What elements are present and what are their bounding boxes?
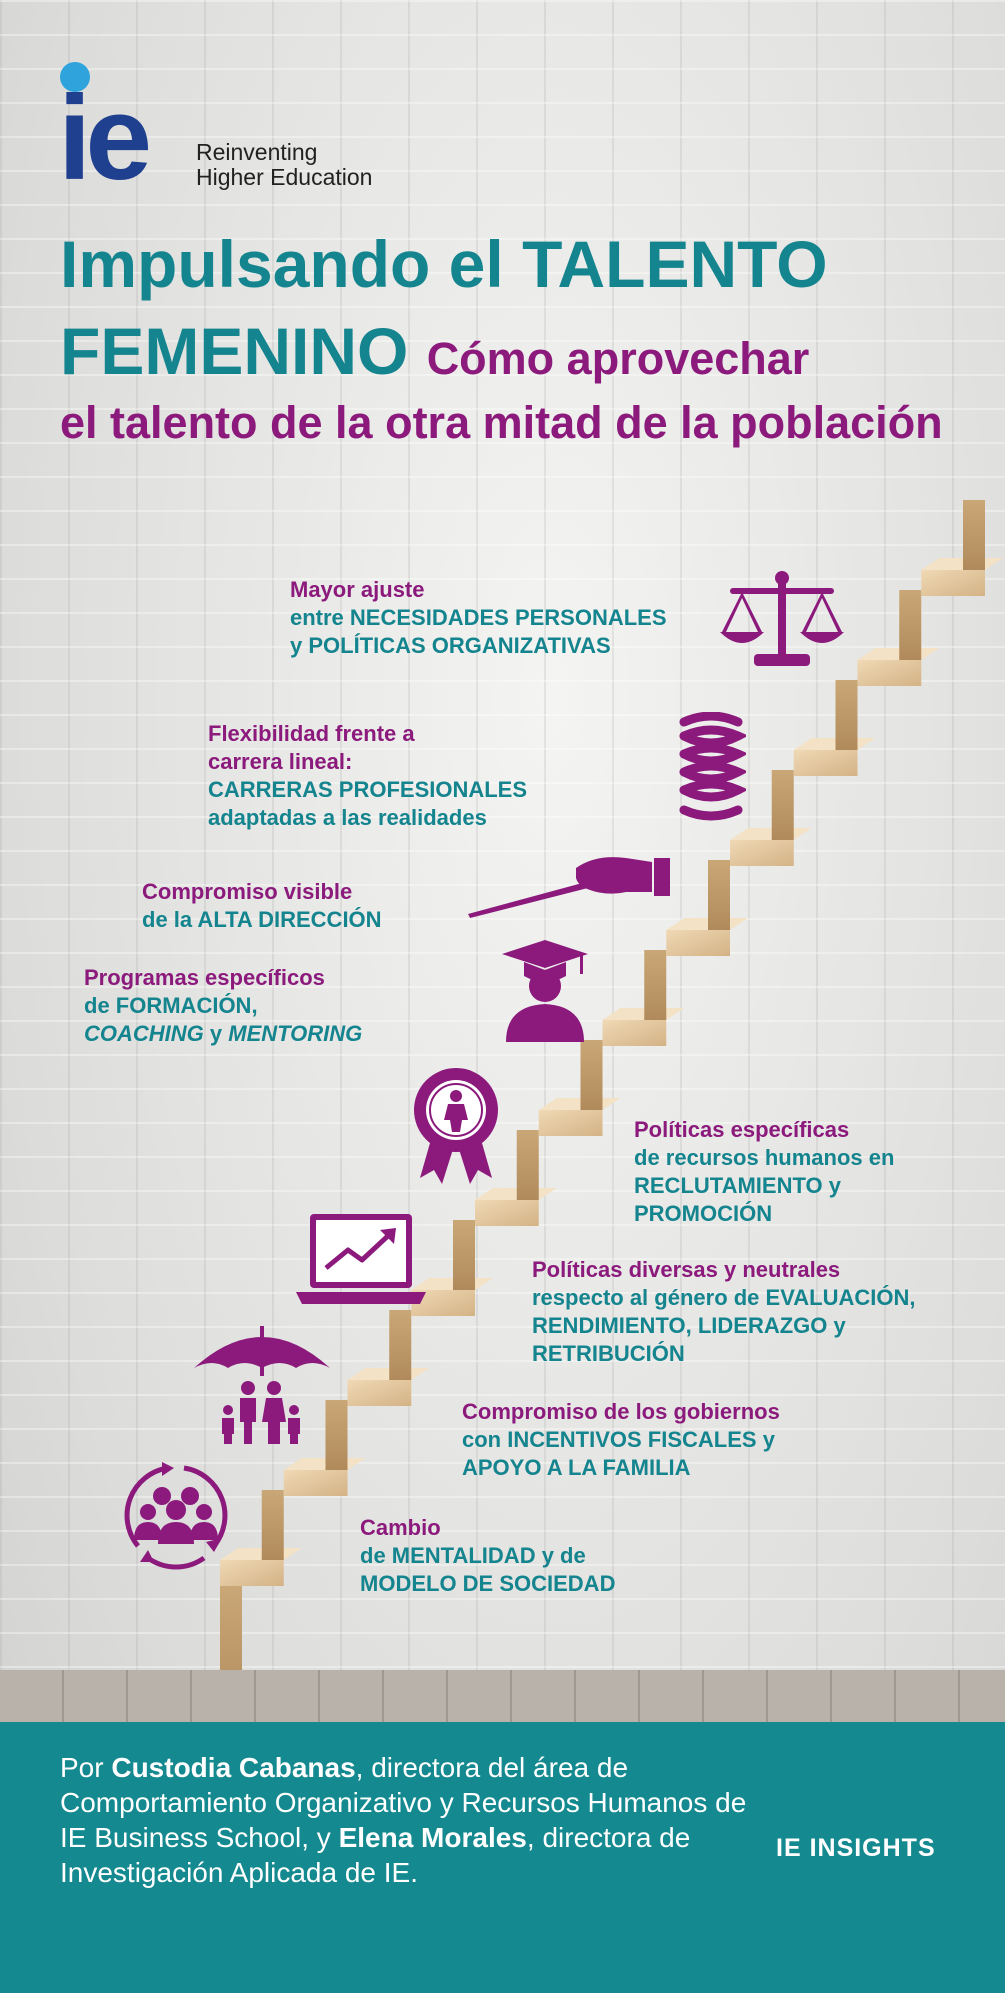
baton-hand-icon (466, 848, 676, 918)
item-detail: de la ALTA DIRECCIÓN (142, 907, 382, 932)
tagline-line-2: Higher Education (196, 164, 373, 190)
item-heading: Cambio (360, 1515, 441, 1540)
tagline-line-1: Reinventing (196, 139, 318, 165)
logo-mark-text: ie (58, 71, 147, 205)
item-heading: Políticas diversas y neutrales (532, 1257, 841, 1282)
stair-riser (389, 1310, 411, 1380)
connector-text: y (203, 1021, 229, 1046)
list-item-evaluacion (532, 1256, 952, 1368)
credits-text: Por (60, 1752, 112, 1783)
stair-tread (858, 648, 940, 660)
stair-riser (836, 680, 858, 750)
stair-front (794, 750, 858, 776)
item-heading: Compromiso visible (142, 879, 353, 904)
item-detail: entre NECESIDADES PERSONALES y POLÍTICAS ORGANIZATIVAS (290, 605, 667, 658)
graduate-icon (500, 940, 590, 1042)
stair-front (730, 840, 794, 866)
list-item-flexibilidad (208, 720, 628, 832)
stair-front (858, 660, 922, 686)
stair-tread (794, 738, 876, 750)
stair-front (539, 1110, 603, 1136)
list-item-formacion (84, 964, 484, 1048)
subtitle-rest: el talento de la otra mitad de la población (60, 397, 943, 448)
credits-text: , directora de Investigación Aplicada de IE. (60, 1822, 691, 1888)
stair-front (603, 1020, 667, 1046)
author-name: Elena Morales (338, 1822, 527, 1853)
list-item-mentalidad (360, 1514, 700, 1598)
umbrella-family-icon (192, 1326, 332, 1446)
item-heading: Programas específicos (84, 965, 325, 990)
stair-riser (262, 1490, 284, 1560)
stair-tread (475, 1188, 557, 1200)
spring-icon (676, 712, 746, 822)
coaching-text: COACHING (84, 1021, 204, 1046)
item-heading: Flexibilidad frente a carrera lineal: (208, 721, 415, 774)
list-item-gobiernos (462, 1398, 882, 1482)
item-heading: Políticas específicas (634, 1117, 850, 1142)
subtitle-start: Cómo aprovechar (426, 333, 810, 384)
stair-front (666, 930, 730, 956)
stair-tread (730, 828, 812, 840)
stair-front (921, 570, 985, 596)
wood-floor (0, 1670, 1005, 1722)
stair-tread (348, 1368, 430, 1380)
credits-text: , directora del área de Comportamiento Organizativo y Recursos Humanos de IE Business School, y (60, 1752, 747, 1853)
stair-tread (539, 1098, 621, 1110)
stair-tread (666, 918, 748, 930)
item-detail: de recursos humanos en RECLUTAMIENTO y PROMOCIÓN (634, 1145, 895, 1226)
laptop-chart-icon (296, 1214, 426, 1306)
footer-credits (60, 1750, 760, 1890)
scales-icon (718, 568, 846, 672)
item-detail: de MENTALIDAD y de MODELO DE SOCIEDAD (360, 1543, 616, 1596)
stair-riser (708, 860, 730, 930)
list-item-ajuste (290, 576, 690, 660)
mentoring-text: MENTORING (228, 1021, 363, 1046)
stair-front (284, 1470, 348, 1496)
author-name: Custodia Cabanas (111, 1752, 356, 1783)
list-item-alta-direccion (142, 878, 472, 934)
stair-riser (453, 1220, 475, 1290)
ie-logo (58, 58, 188, 205)
stair-riser (772, 770, 794, 840)
stair-riser (899, 590, 921, 660)
stair-tread (603, 1008, 685, 1020)
title-femenino: FEMENINO (60, 314, 409, 388)
item-detail-italic (84, 1020, 484, 1048)
stair-front (348, 1380, 412, 1406)
stair-tread (284, 1458, 366, 1470)
stair-riser (517, 1130, 539, 1200)
stair-riser (644, 950, 666, 1020)
item-detail: CARRERAS PROFESIONALES adaptadas a las realidades (208, 777, 528, 830)
item-heading: Compromiso de los gobiernos (462, 1399, 780, 1424)
title-line-1: Impulsando el TALENTO (60, 227, 828, 301)
item-heading: Mayor ajuste (290, 577, 425, 602)
people-cycle-icon (118, 1460, 234, 1572)
stair-tread (921, 558, 1003, 570)
ie-insights-brand: IE INSIGHTS (776, 1834, 936, 1862)
title-line-2 (60, 315, 809, 395)
item-detail: respecto al género de EVALUACIÓN, RENDIMIENTO, LIDERAZGO y RETRIBUCIÓN (532, 1285, 916, 1366)
list-item-reclutamiento (634, 1116, 934, 1228)
logo-tagline (196, 140, 372, 190)
item-detail: con INCENTIVOS FISCALES y APOYO A LA FAMILIA (462, 1427, 775, 1480)
award-badge-icon (412, 1066, 500, 1186)
stair-riser (581, 1040, 603, 1110)
item-detail: de FORMACIÓN, (84, 993, 258, 1018)
stair-front (475, 1200, 539, 1226)
stair-riser (963, 500, 985, 570)
